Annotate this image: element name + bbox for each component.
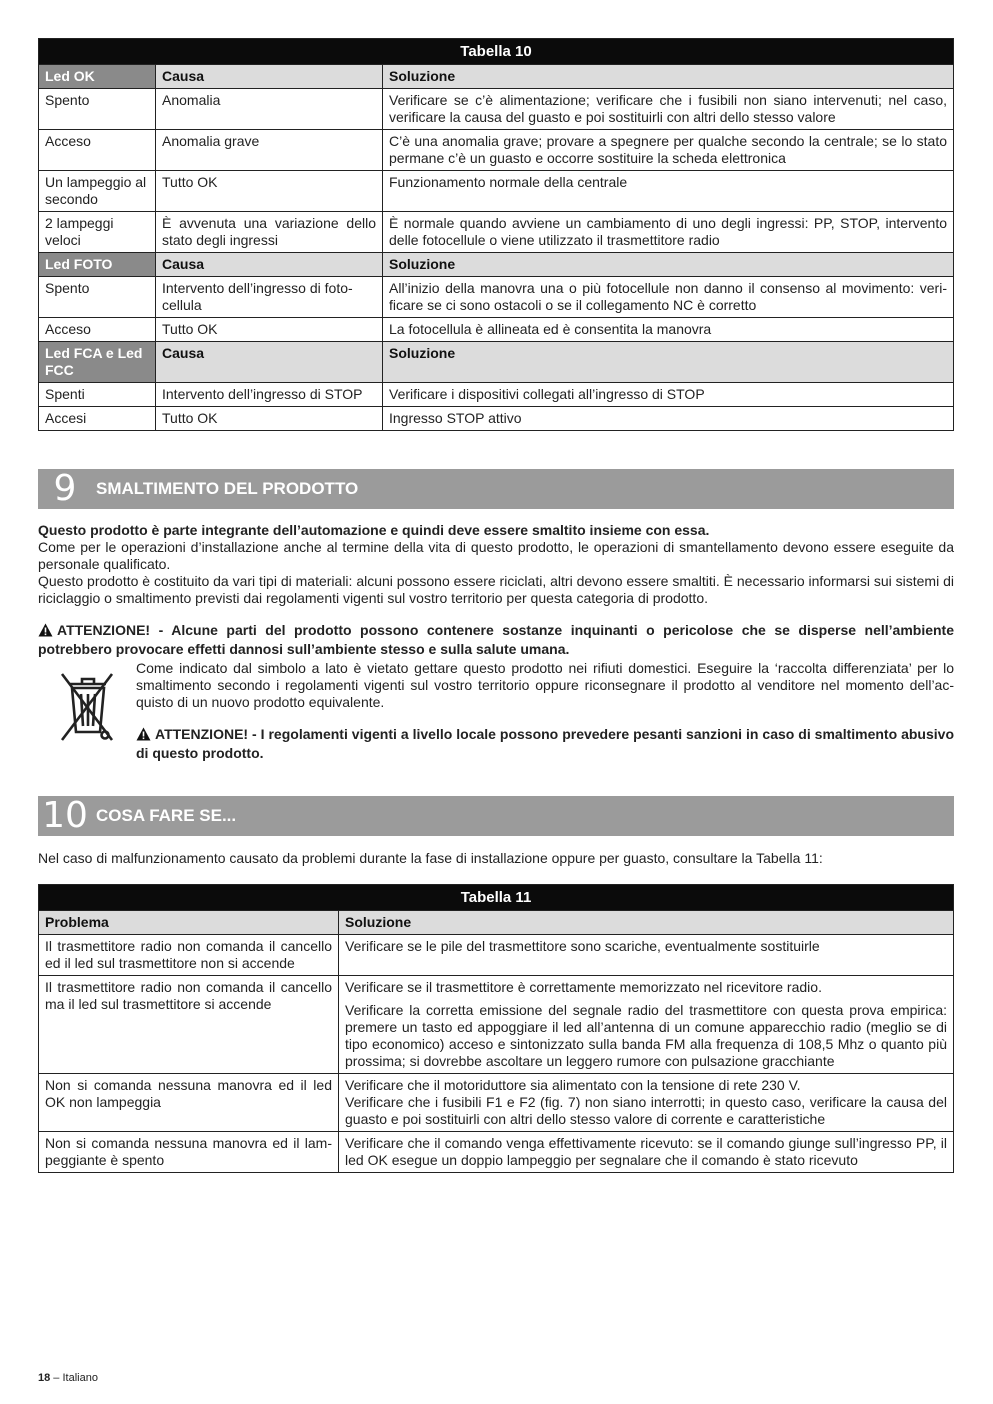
table-row [39,1132,954,1173]
table-title: Tabella 11 [39,885,954,911]
table-cell: Ingresso STOP attivo [383,407,954,431]
footer-language: Italiano [62,1372,98,1384]
table-cell: Il trasmettitore radio non comanda il cancello ma il led sul trasmettitore si accende [39,976,339,1074]
table-cell: All’inizio della manovra una o più fotocellule non danno il consenso al movimento: veri-ficare se ci sono ostacoli o se il collegamento NC è corretto [383,277,954,318]
table-cell: È normale quando avviene un cambiamento di uno degli ingressi: PP, STOP, intervento delle fotocellule o viene utilizzato il trasmettitore radio [383,212,954,253]
solution-text: Verificare che i fusibili F1 e F2 (fig. 7) non siano interrotti; in questo caso, verificare la causa del guasto e poi sostituirli con altri dello stesso valore di corrente e caratteristiche [345,1094,947,1127]
solution-text: Verificare la corretta emissione del segnale radio del trasmettitore con questa prova empirica: premere un tasto ed appoggiare il led all’antenna di un comune apparecchio radio (meglio se di tipo economico) acceso e sintonizzato sulla banda FM alla frequenza di 108,5 Mhz o quanto più prossima; si dovrebbe ascoltare un leggero rumore con pulsazione gracchiante [345,1002,947,1069]
table-cell: Verificare i dispositivi collegati all’ingresso di STOP [383,383,954,407]
table-cell: Verificare se le pile del trasmettitore sono scariche, eventualmente sostituirle [339,935,954,976]
table-row [39,935,954,976]
paragraph: Come indicato dal simbolo a lato è vietato gettare questo prodotto nei rifiuti domestici. Eseguire la ‘raccolta differenziata’ per lo smaltimento secondo i regolamenti vigenti sul vostro territorio oppure riconsegnare il prodotto al venditore nel momento dell’ac-quisto di un nuovo prodotto equivalente. [136,660,954,710]
column-header: Problema [39,911,339,935]
table-cell: Un lampeggio al secondo [39,171,156,212]
table-cell: C’è una anomalia grave; provare a spegnere per qualche secondo la centrale; se lo stato permane c’è un guasto e occorre sostituire la scheda elettronica [383,130,954,171]
column-header: Soluzione [383,65,954,89]
column-header: Causa [156,253,383,277]
footer-separator: – [50,1372,63,1384]
disposal-block [38,660,954,762]
table-cell: Spento [39,89,156,130]
section-title: SMALTIMENTO DEL PRODOTTO [96,479,359,498]
table-cell: Intervento dell’ingresso di STOP [156,383,383,407]
column-header: Led FOTO [39,253,156,277]
table-row [39,976,954,1074]
column-header: Soluzione [383,253,954,277]
table-row [39,130,954,171]
column-header: Soluzione [339,911,954,935]
warning-icon [38,623,53,641]
table-title: Tabella 10 [39,39,954,65]
table-row [39,318,954,342]
section-header-9 [38,469,954,509]
table-cell: Tutto OK [156,171,383,212]
section-header-10 [38,796,954,836]
table-section-header [39,253,954,277]
warning-icon [136,727,151,745]
table-cell: Funzionamento normale della centrale [383,171,954,212]
table-cell: Spenti [39,383,156,407]
table-10 [38,38,954,431]
table-section-header [39,65,954,89]
table-row [39,407,954,431]
table-row [39,171,954,212]
paragraph: Questo prodotto è costituito da vari tipi di materiali: alcuni possono essere riciclati, altri devono essere smaltiti. È necessario informarsi sui sistemi di riciclaggio o smaltimento previsti dai regolamenti vigenti sul vostro territorio per questa categoria di prodotto. [38,573,954,606]
table-cell: Tutto OK [156,407,383,431]
table-row [39,277,954,318]
table-cell: Il trasmettitore radio non comanda il cancello ed il led sul trasmettitore non si accende [39,935,339,976]
table-cell [339,1074,954,1132]
paragraph: Come per le operazioni d’installazione anche al termine della vita di questo prodotto, le operazioni di smantellamento devono essere eseguite da personale qualificato. [38,539,954,572]
table-cell [339,976,954,1074]
table-cell: Non si comanda nessuna manovra ed il led OK non lampeggia [39,1074,339,1132]
section-number: 9 [53,468,77,509]
page [38,38,954,1173]
column-header: Led FCA e Led FCC [39,342,156,383]
table-section-header [39,342,954,383]
table-row [39,1074,954,1132]
table-cell: Anomalia grave [156,130,383,171]
warning-paragraph [38,622,954,658]
warning-text: ATTENZIONE! - Alcune parti del prodotto possono contenere sostanze inquinanti o pericolose che se disperse nell’ambiente potrebbero provocare effetti dannosi sull’ambiente stesso e sulla salute umana. [38,622,954,657]
disposal-text-block [136,660,954,762]
table-header-row [39,911,954,935]
table-cell: È avvenuta una variazione dello stato degli ingressi [156,212,383,253]
section-body-9 [38,522,954,762]
table-cell: Acceso [39,318,156,342]
table-cell: 2 lampeggi veloci [39,212,156,253]
paragraph-intro: Nel caso di malfunzionamento causato da problemi durante la fase di installazione oppure per guasto, consultare la Tabella 11: [38,850,823,866]
table-cell: Non si comanda nessuna manovra ed il lam-peggiante è spento [39,1132,339,1173]
table-row [39,89,954,130]
warning-text: ATTENZIONE! - I regolamenti vigenti a livello locale possono prevedere pesanti sanzioni in caso di smaltimento abusivo di questo prodotto. [136,726,954,761]
page-number: 18 [38,1372,51,1384]
paragraph-intro: Questo prodotto è parte integrante dell’automazione e quindi deve essere smaltito insieme con essa. [38,522,710,538]
crossed-bin-icon [38,660,136,762]
solution-text: Verificare se il trasmettitore è correttamente memorizzato nel ricevitore radio. [345,979,822,995]
table-cell: Acceso [39,130,156,171]
table-cell: Spento [39,277,156,318]
table-cell: Tutto OK [156,318,383,342]
table-cell: La fotocellula è allineata ed è consentita la manovra [383,318,954,342]
section-number: 10 [42,795,88,836]
table-cell: Anomalia [156,89,383,130]
table-cell: Intervento dell’ingresso di foto-cellula [156,277,383,318]
table-cell: Accesi [39,407,156,431]
column-header: Causa [156,65,383,89]
section-title: COSA FARE SE... [96,806,237,825]
table-11 [38,884,954,1173]
table-cell: Verificare se c’è alimentazione; verificare che i fusibili non siano intervenuti; nel caso, verificare la causa del guasto e poi sostituirli con altri dello stesso valore [383,89,954,130]
solution-text: Verificare che il motoriduttore sia alimentato con la tensione di rete 230 V. [345,1077,801,1093]
warning-paragraph [136,726,954,762]
table-row [39,212,954,253]
table-row [39,383,954,407]
column-header: Soluzione [383,342,954,383]
table-cell: Verificare che il comando venga effettivamente ricevuto: se il comando giunge sull’ingresso PP, il led OK esegue un doppio lampeggio per segnalare che il comando è stato ricevuto [339,1132,954,1173]
column-header: Led OK [39,65,156,89]
column-header: Causa [156,342,383,383]
page-footer [38,1372,98,1384]
